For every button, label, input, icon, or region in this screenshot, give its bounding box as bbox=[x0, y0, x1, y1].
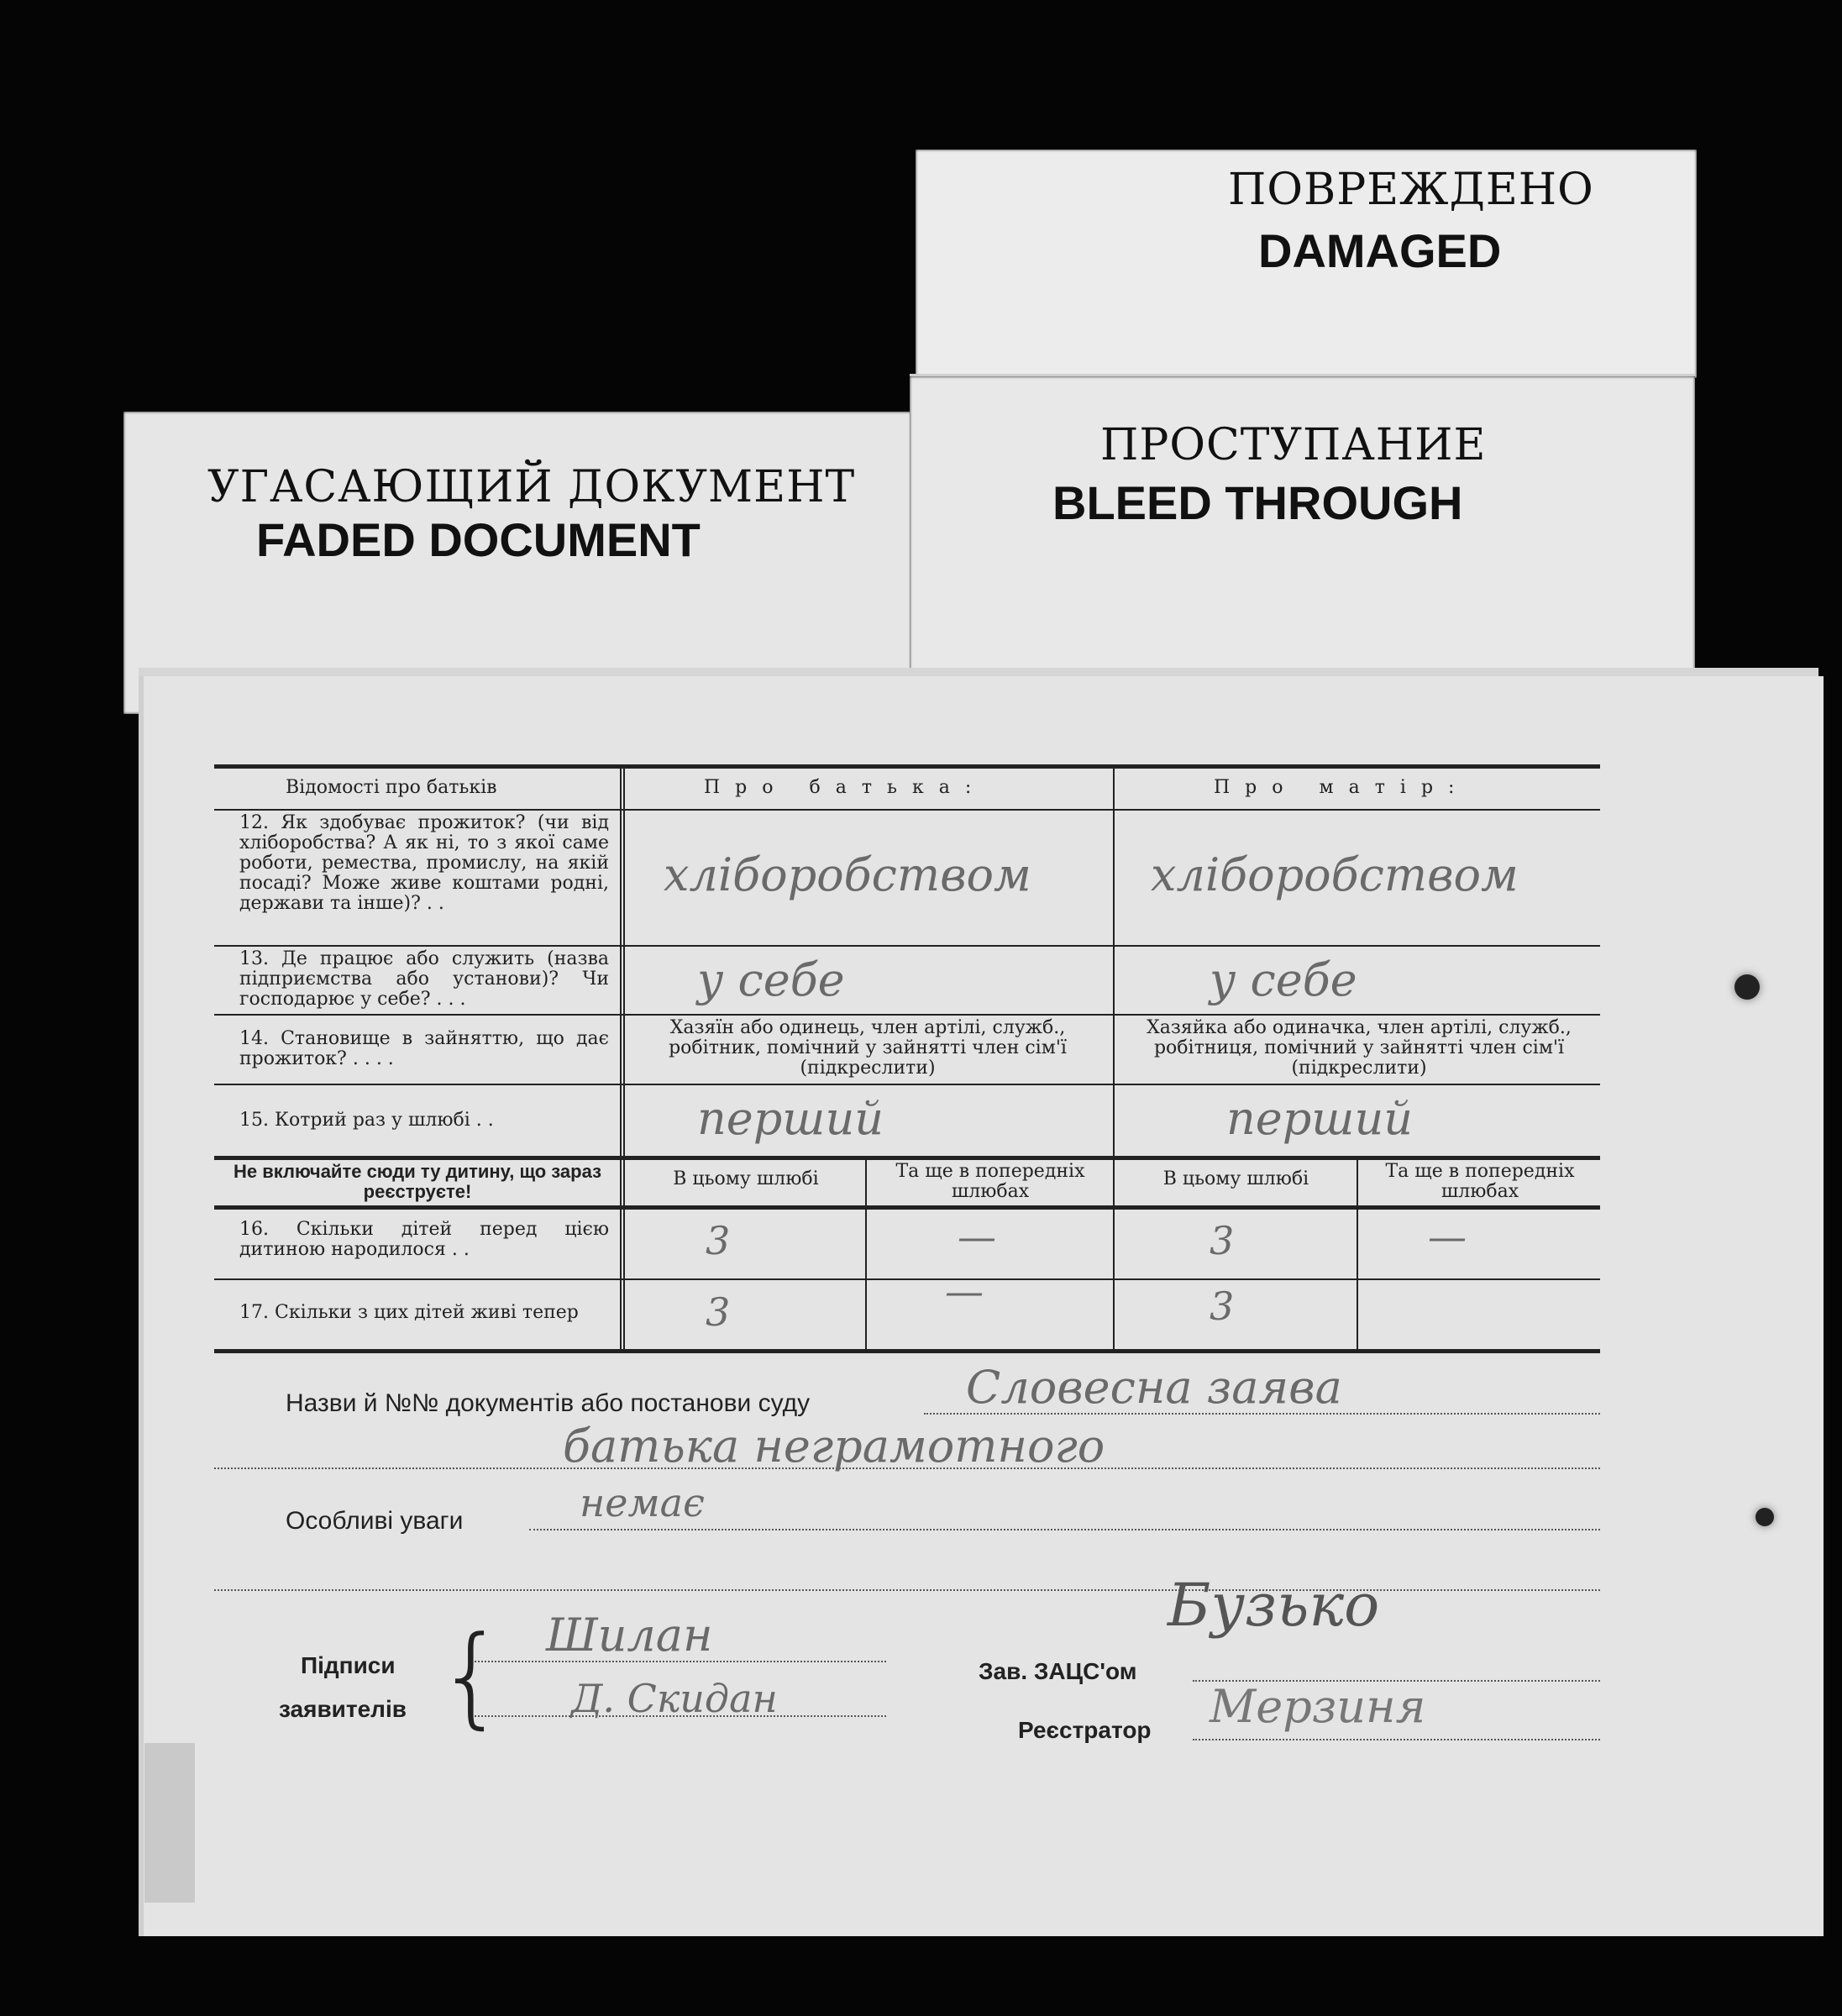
zags-head-signature: Бузько bbox=[1168, 1571, 1380, 1640]
row-15-mother-value: перший bbox=[1226, 1092, 1414, 1145]
punch-hole bbox=[1755, 1508, 1774, 1526]
header-father: Про батька: bbox=[704, 777, 987, 798]
table-header-rule bbox=[214, 809, 1600, 811]
column-rule bbox=[1357, 1158, 1358, 1349]
documents-label: Назви й №№ документів або постанови суду bbox=[286, 1389, 811, 1417]
registrar-line bbox=[1193, 1737, 1600, 1740]
faded-flag-en: FADED DOCUMENT bbox=[256, 513, 701, 566]
row-12-father-value: хліборобством bbox=[664, 848, 1031, 901]
applicant-signature-2: Д. Скидан bbox=[571, 1676, 778, 1721]
row-16-label: 16. Скільки дітей перед цією дитиною народилося . . bbox=[239, 1219, 609, 1260]
row-14-father-options: Хазяїн або одинець, член артілі, служб., робітник, помічний у зайнятті член сім'ї (підкреслити) bbox=[669, 1017, 1067, 1079]
row-16-father-this: 3 bbox=[706, 1218, 731, 1263]
documents-value-1: Словесна заява bbox=[966, 1361, 1342, 1414]
row-rule bbox=[214, 1278, 1600, 1280]
mother-this-marriage-header: В цьому шлюбі bbox=[1162, 1168, 1309, 1189]
table-top-rule bbox=[214, 764, 1600, 769]
father-prev-marriages-header: Та ще в попередніх шлюбах bbox=[895, 1161, 1085, 1202]
table-bottom-rule bbox=[214, 1349, 1600, 1353]
bleed-flag-ru: ПРОСТУПАНИЕ bbox=[1100, 420, 1487, 470]
row-17-mother-this: 3 bbox=[1210, 1284, 1235, 1329]
notes-line bbox=[529, 1527, 1600, 1530]
row-15-label: 15. Котрий раз у шлюбі . . bbox=[239, 1110, 494, 1131]
mother-prev-marriages-header: Та ще в попередніх шлюбах bbox=[1385, 1161, 1575, 1202]
row-rule bbox=[214, 945, 1600, 947]
bleed-flag-en: BLEED THROUGH bbox=[1052, 476, 1463, 529]
column-rule bbox=[865, 1158, 867, 1349]
row-rule bbox=[214, 1014, 1600, 1016]
row-12-mother-value: хліборобством bbox=[1151, 848, 1519, 901]
row-16-mother-prev: — bbox=[1428, 1214, 1467, 1259]
applicant-signature-1: Шилан bbox=[546, 1609, 713, 1662]
row-17-label: 17. Скільки з цих дітей живі тепер bbox=[239, 1302, 579, 1323]
subheader-bottom-rule bbox=[214, 1205, 1600, 1210]
subheader-top-rule bbox=[214, 1156, 1600, 1160]
bleed-through-flag bbox=[910, 374, 1695, 717]
row-15-father-value: перший bbox=[697, 1092, 884, 1145]
column-rule bbox=[623, 769, 625, 1349]
documents-value-2: батька неграмотного bbox=[563, 1420, 1105, 1473]
column-rule bbox=[1113, 769, 1115, 1349]
row-16-father-prev: — bbox=[958, 1214, 996, 1259]
row-13-mother-value: у себе bbox=[1210, 953, 1357, 1006]
damaged-edge bbox=[144, 1743, 195, 1903]
row-rule bbox=[214, 1084, 1600, 1085]
row-17-father-this: 3 bbox=[706, 1289, 731, 1335]
damaged-flag-ru: ПОВРЕЖДЕНО bbox=[1228, 165, 1594, 215]
father-this-marriage-header: В цьому шлюбі bbox=[673, 1168, 819, 1189]
header-mother: Про матір: bbox=[1214, 777, 1470, 798]
punch-hole bbox=[1734, 974, 1760, 1000]
notes-value: немає bbox=[580, 1480, 705, 1525]
row-14-label: 14. Становище в зайняттю, що дає прожиток? . . . . bbox=[239, 1028, 609, 1069]
row-13-label: 13. Де працює або служить (назва підприємства або установи)? Чи господарює у себе? . . . bbox=[239, 948, 609, 1010]
registrar-label: Реєстратор bbox=[1018, 1717, 1152, 1743]
row-16-mother-this: 3 bbox=[1210, 1218, 1235, 1263]
applicants-brace: { bbox=[437, 1612, 506, 1740]
notes-label: Особливі уваги bbox=[286, 1507, 464, 1535]
column-rule bbox=[620, 769, 622, 1349]
row-17-father-prev: — bbox=[945, 1268, 984, 1314]
row-13-father-value: у себе bbox=[697, 953, 845, 1006]
damaged-flag-en: DAMAGED bbox=[1258, 224, 1502, 277]
applicants-label-1: Підписи bbox=[301, 1652, 396, 1678]
header-parents-info: Відомості про батьків bbox=[286, 777, 497, 798]
registrar-signature: Мерзиня bbox=[1210, 1680, 1426, 1733]
row-14-mother-options: Хазяйка або одиначка, член артілі, служб., робітниця, помічний у зайнятті член сім'ї (підкреслити) bbox=[1147, 1017, 1572, 1079]
faded-flag-ru: УГАСАЮЩИЙ ДОКУМЕНТ bbox=[207, 462, 856, 512]
damaged-flag bbox=[916, 150, 1697, 378]
children-note: Не включайте сюди ту дитину, що зараз реєструєте! bbox=[233, 1161, 602, 1202]
zags-head-label: Зав. ЗАЦС'ом bbox=[979, 1658, 1137, 1684]
row-12-label: 12. Як здобуває прожиток? (чи від хліборобства? А як ні, то з якої саме роботи, ремества, промислу, на якій посаді? Може живе коштами родні, держави та інше)? . . bbox=[239, 812, 609, 914]
applicants-label-2: заявителів bbox=[279, 1696, 407, 1722]
notes-line bbox=[214, 1588, 1600, 1591]
